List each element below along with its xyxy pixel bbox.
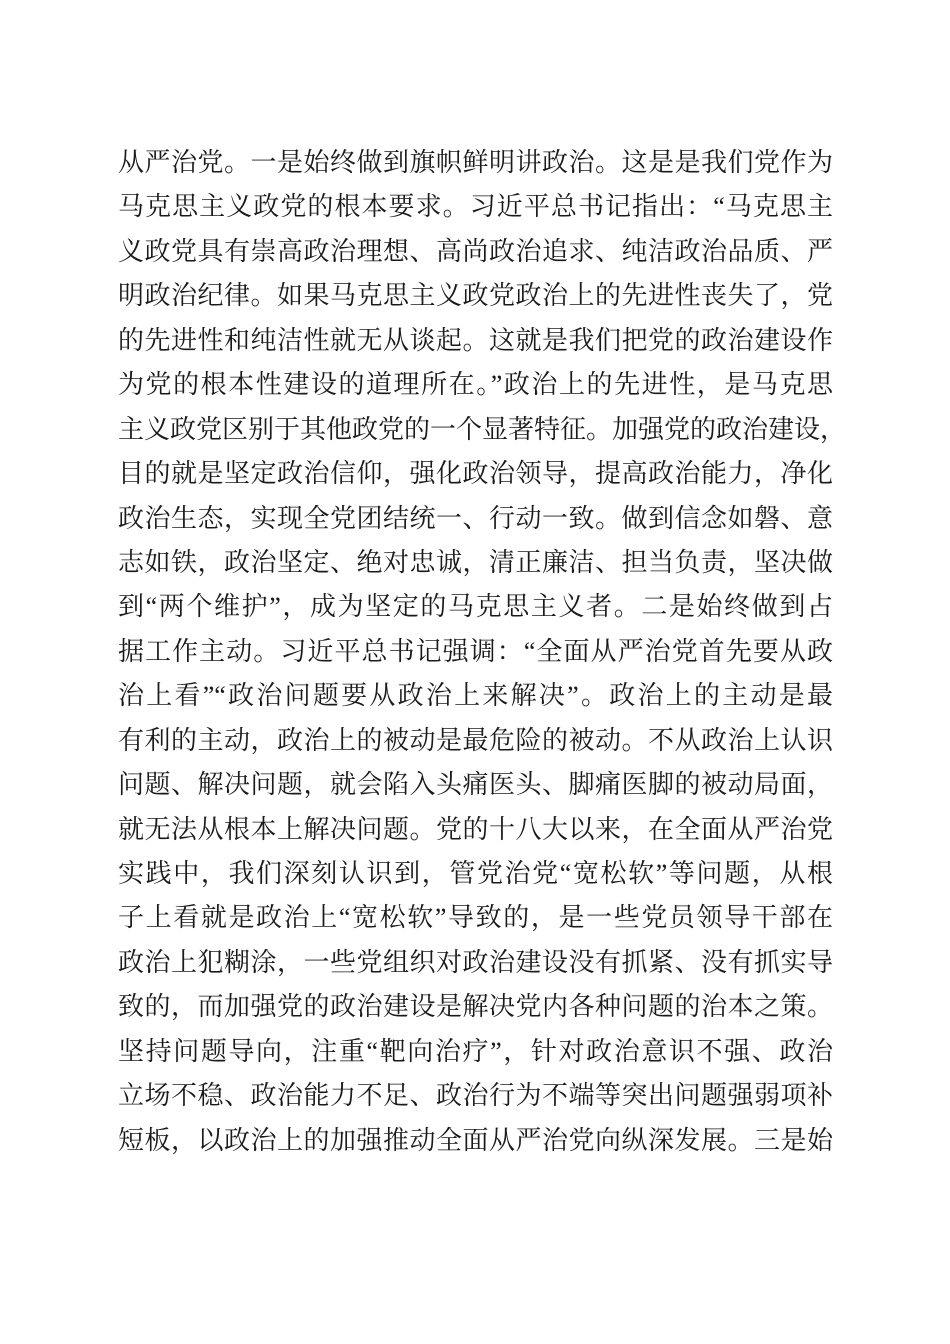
text-line: 政治上犯糊涂，一些党组织对政治建设没有抓紧、没有抓实导 (118, 947, 833, 977)
text-line: 从严治党。一是始终做到旗帜鲜明讲政治。这是是我们党作为 (118, 148, 833, 177)
text-line: 主义政党区别于其他政党的一个显著特征。加强党的政治建设， (118, 414, 847, 444)
text-line: 短板，以政治上的加强推动全面从严治党向纵深发展。三是始 (118, 1125, 833, 1155)
text-line: 治上看”“政治问题要从政治上来解决”。政治上的主动是最 (118, 681, 833, 711)
text-line: 就无法从根本上解决问题。党的十八大以来，在全面从严治党 (118, 814, 833, 844)
text-line: 为党的根本性建设的道理所在。”政治上的先进性，是马克思 (118, 370, 833, 400)
text-line: 据工作主动。习近平总书记强调：“全面从严治党首先要从政 (118, 636, 833, 666)
text-line: 志如铁，政治坚定、绝对忠诚，清正廉洁、担当负责，坚决做 (118, 547, 833, 577)
text-line: 子上看就是政治上“宽松软”导致的，是一些党员领导干部在 (118, 903, 833, 933)
text-line: 有利的主动，政治上的被动是最危险的被动。不从政治上认识 (118, 725, 833, 755)
text-line: 实践中，我们深刻认识到，管党治党“宽松软”等问题，从根 (118, 859, 833, 888)
text-line: 明政治纪律。如果马克思主义政党政治上的先进性丧失了，党 (118, 281, 833, 311)
text-line: 义政党具有崇高政治理想、高尚政治追求、纯洁政治品质、严 (118, 236, 833, 266)
text-line: 立场不稳、政治能力不足、政治行为不端等突出问题强弱项补 (118, 1081, 833, 1111)
text-line: 政治生态，实现全党团结统一、行动一致。做到信念如磐、意 (118, 503, 833, 533)
text-line: 到“两个维护”，成为坚定的马克思主义者。二是始终做到占 (118, 592, 833, 622)
text-line: 马克思主义政党的根本要求。习近平总书记指出：“马克思主 (118, 192, 833, 222)
text-line: 致的，而加强党的政治建设是解决党内各种问题的治本之策。 (118, 992, 833, 1022)
text-line: 的先进性和纯洁性就无从谈起。这就是我们把党的政治建设作 (118, 325, 833, 355)
text-line: 目的就是坚定政治信仰，强化政治领导，提高政治能力，净化 (118, 459, 833, 489)
body-text-block (118, 141, 847, 1163)
text-line: 坚持问题导向，注重“靶向治疗”，针对政治意识不强、政治 (118, 1036, 833, 1066)
text-line: 问题、解决问题，就会陷入头痛医头、脚痛医脚的被动局面， (118, 770, 833, 800)
